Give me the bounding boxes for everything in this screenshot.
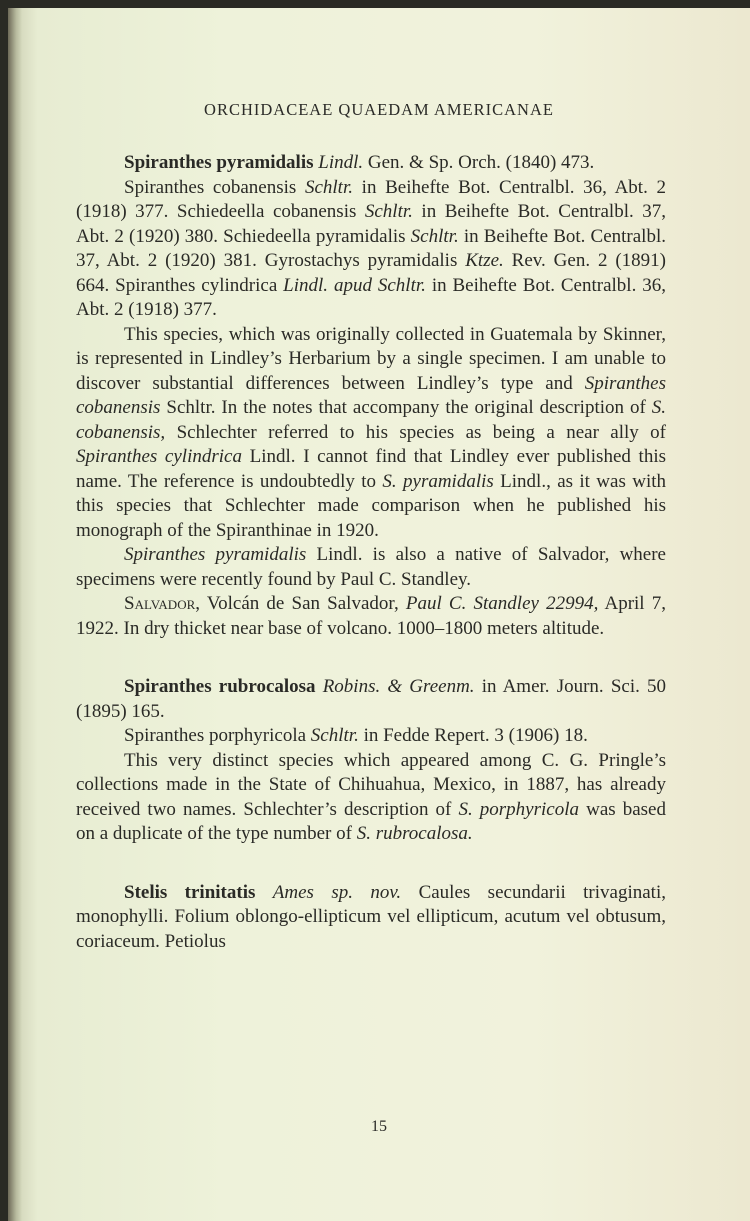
latin-diagnosis: Caules secundarii trivaginati, monophylli. Folium oblongo-ellipticum vel ellipticum, acutum vel obtusum, coriaceum. Petiolus [76, 881, 666, 952]
synonym-text: in Beihefte Bot. Centralbl. 37, Abt. 2 (1920) 380. Schiedeella pyramidalis [76, 201, 666, 247]
synonym-author: Schltr. [304, 176, 353, 198]
specimen-text: April 7, 1922. In dry thicket near base of volcano. 1000–1800 meters altitude. [76, 593, 666, 639]
synonym-text: Rev. Gen. 2 (1891) 664. Spiranthes cylindrica [76, 250, 667, 296]
running-head: ORCHIDACEAE QUAEDAM AMERICANAE [204, 100, 554, 119]
synonym-author: Schltr. [410, 225, 459, 247]
book-spine-shadow [8, 8, 22, 1221]
discussion-text: Schlechter referred to his species as being a near ally of [165, 421, 666, 443]
italic-taxon: S. porphyricola [458, 798, 580, 820]
synonym-text: in Beihefte Bot. Centralbl. 36, Abt. 2 (1918) 377. [76, 274, 667, 320]
specimen-collector: Paul C. Standley 22994, [405, 593, 599, 614]
synonym-text: in Beihefte Bot. Centralbl. 37, Abt. 2 (1920) 381. Gyrostachys pyramidalis [76, 225, 666, 271]
synonym-author: Lindl. apud Schltr. [283, 274, 426, 296]
italic-taxon: Spiranthes pyramidalis [124, 544, 307, 565]
distribution-text: Lindl. is also a native of Salvador, where specimens were recently found by Paul C. Standley. [76, 544, 666, 590]
synonym-author: Schltr. [310, 725, 359, 746]
species-reference: in Amer. Journ. Sci. 50 (1895) 165. [76, 676, 666, 722]
synonymy-paragraph [76, 176, 666, 323]
italic-taxon: S. rubrocalosa. [356, 823, 473, 844]
species-name: Spiranthes rubrocalosa [124, 676, 316, 697]
species-name: Stelis trinitatis [124, 881, 256, 903]
synonym-text: Spiranthes porphyricola [124, 725, 311, 746]
specimen-locality: Salvador, [124, 593, 201, 614]
synonym-text: in Beihefte Bot. Centralbl. 36, Abt. 2 (1918) 377. Schiedeella cobanensis [76, 176, 667, 222]
page-number: 15 [371, 1118, 387, 1135]
italic-taxon: S. pyramidalis [382, 470, 494, 492]
species-name: Spiranthes pyramidalis [124, 152, 314, 173]
discussion-text: Lindl. I cannot find that Lindley ever published this name. The reference is undoubtedly to [76, 446, 666, 492]
entry-separator [76, 641, 666, 675]
discussion-text: Lindl., as it was with this species that Schlechter made comparison when he published his monograph of the Spiranthinae in 1920. [76, 470, 667, 541]
specimen-citation [76, 592, 666, 641]
synonym-text: in Fedde Repert. 3 (1906) 18. [358, 725, 588, 746]
species-author: Robins. & Greenm. [322, 676, 475, 697]
synonym-author: Ktze. [465, 250, 504, 271]
synonymy-paragraph [76, 724, 666, 749]
italic-taxon: Spiranthes cylindrica [76, 446, 242, 467]
discussion-paragraph [76, 323, 666, 544]
entry-heading-spiranthes-pyramidalis [76, 151, 666, 176]
discussion-text: This species, which was originally collected in Guatemala by Skinner, is represented in Lindley’s Herbarium by a single specimen. I am unable to discover substantial differences between Lindley’s type and [76, 323, 666, 394]
page-body [76, 151, 666, 954]
distribution-paragraph [76, 543, 666, 592]
discussion-text: This very distinct species which appeared among C. G. Pringle’s collections made in the State of Chihuahua, Mexico, in 1887, has already received two names. Schlechter’s description of [76, 749, 666, 820]
specimen-text: Volcán de San Salvador, [200, 593, 406, 614]
species-author: Ames sp. nov. [272, 881, 402, 903]
entry-heading-spiranthes-rubrocalosa [76, 675, 666, 724]
species-reference: Gen. & Sp. Orch. (1840) 473. [367, 152, 595, 173]
discussion-text: was based on a duplicate of the type number of [76, 798, 666, 844]
entry-heading-stelis-trinitatis [76, 881, 666, 955]
italic-taxon: S. cobanensis, [76, 397, 666, 443]
species-author: Lindl. [318, 152, 364, 173]
entry-separator [76, 847, 666, 881]
synonym-text: Spiranthes cobanensis [124, 176, 305, 198]
book-page [8, 8, 750, 1221]
discussion-text: Schltr. In the notes that accompany the original description of [160, 397, 652, 418]
italic-taxon: Spiranthes cobanensis [76, 372, 666, 418]
discussion-paragraph [76, 749, 666, 847]
synonym-author: Schltr. [364, 201, 413, 222]
